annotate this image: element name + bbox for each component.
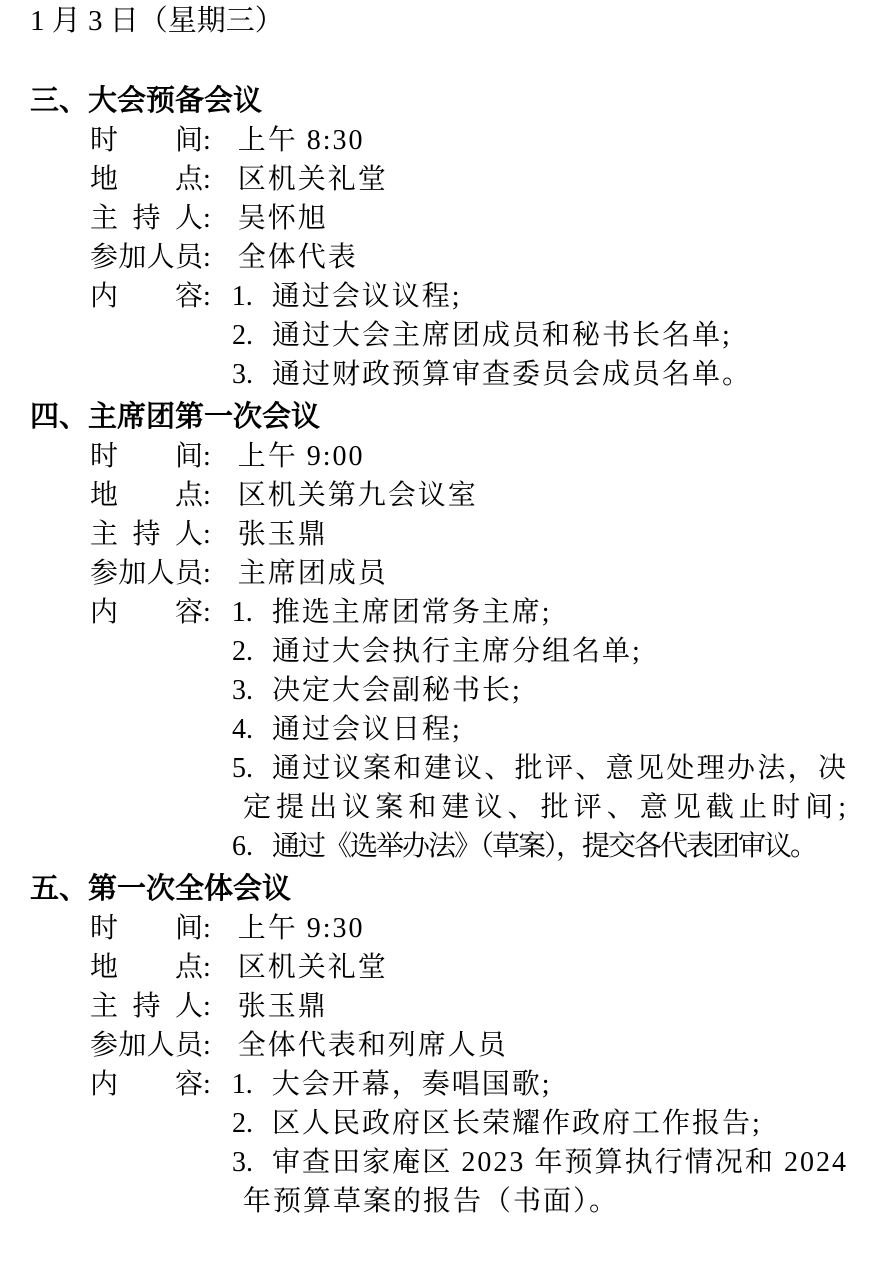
field-colon: :: [203, 125, 211, 156]
content-row: [90, 593, 850, 632]
section-title: 五、第一次全体会议: [30, 873, 292, 905]
field-colon: :: [203, 1030, 211, 1061]
field-row: [90, 121, 850, 160]
content-item-text: 决定大会副秘书长;: [272, 675, 522, 706]
field-colon: :: [203, 519, 211, 550]
content-item-text: 推选主席团常务主席;: [271, 597, 552, 628]
content-item-text: 通过会议日程;: [272, 714, 462, 745]
content-item: [232, 355, 850, 394]
content-item-number: 1.: [231, 1069, 253, 1100]
content-item-text: 通过大会主席团成员和秘书长名单;: [272, 320, 732, 351]
content-item-number: 4.: [232, 714, 253, 745]
content-item: [232, 1069, 552, 1100]
field-colon: :: [203, 597, 211, 628]
field-colon: :: [203, 164, 211, 195]
content-item: [232, 671, 850, 710]
field-colon: :: [203, 242, 211, 273]
field-colon: :: [203, 558, 211, 589]
field-colon: :: [203, 913, 211, 944]
content-item-line: 定提出议案和建议、批评、意见截止时间;: [243, 792, 848, 823]
content-row: [90, 1065, 850, 1104]
meeting-section: [30, 82, 850, 394]
content-item-number: 2.: [232, 320, 253, 351]
field-row: [90, 160, 850, 199]
section-title: 四、主席团第一次会议: [30, 401, 321, 433]
field-label: 参加人员: [90, 242, 203, 273]
sections-container: [30, 82, 850, 1221]
field-value: 张玉鼎: [237, 991, 328, 1022]
field-row: [90, 238, 850, 277]
field-row: [90, 987, 850, 1026]
content-item: [232, 749, 850, 788]
content-item: [232, 827, 850, 866]
content-item-text: 区人民政府区长荣耀作政府工作报告;: [272, 1108, 762, 1139]
field-value: 全体代表: [237, 242, 358, 273]
content-item-text: 大会开幕，奏唱国歌;: [271, 1069, 552, 1100]
content-item-number: 1.: [231, 597, 253, 628]
field-row: [90, 199, 850, 238]
content-item-line: 年预算草案的报告（书面）。: [243, 1186, 620, 1217]
field-row: [90, 437, 850, 476]
field-label: 主持人: [90, 519, 203, 550]
content-item-number: 2.: [232, 636, 253, 667]
content-item-text: 通过《选举办法》（草案），提交各代表团审议。: [272, 831, 817, 862]
field-label: 地点: [90, 480, 203, 511]
date-heading: 1 月 3 日（星期三）: [30, 5, 284, 37]
field-row: [90, 515, 850, 554]
field-value: 区机关礼堂: [237, 164, 388, 195]
field-label: 参加人员: [90, 558, 203, 589]
field-row: [90, 909, 850, 948]
content-item: [232, 597, 552, 628]
section-title: 三、大会预备会议: [30, 85, 263, 117]
field-value: 全体代表和列席人员: [237, 1030, 508, 1061]
content-item-text: 通过大会执行主席分组名单;: [272, 636, 642, 667]
content-item-number: 3.: [232, 1147, 253, 1178]
field-colon: :: [203, 441, 211, 472]
field-label: 时间: [90, 913, 203, 944]
content-item-text: 通过财政预算审查委员会成员名单。: [272, 359, 753, 390]
content-item-text: 通过会议议程;: [271, 281, 462, 312]
field-row: [90, 1026, 850, 1065]
field-label: 参加人员: [90, 1030, 203, 1061]
content-item-number: 6.: [232, 831, 253, 862]
field-row: [90, 476, 850, 515]
content-item: [232, 316, 850, 355]
meeting-section: [30, 870, 850, 1221]
content-item-text: 通过议案和建议、批评、意见处理办法，决: [272, 753, 848, 784]
field-value: 张玉鼎: [237, 519, 328, 550]
field-colon: :: [203, 1069, 211, 1100]
field-value: 吴怀旭: [237, 203, 328, 234]
content-item: [232, 632, 850, 671]
field-colon: :: [203, 991, 211, 1022]
content-item-number: 3.: [232, 675, 253, 706]
content-item: [232, 281, 462, 312]
content-row: [90, 277, 850, 316]
field-label: 时间: [90, 125, 203, 156]
field-label: 内容: [90, 1069, 203, 1100]
field-value: 上午 8:30: [237, 125, 365, 156]
field-value: 区机关第九会议室: [237, 480, 478, 511]
meeting-section: [30, 398, 850, 866]
field-label: 地点: [90, 952, 203, 983]
content-item: [232, 710, 850, 749]
field-label: 地点: [90, 164, 203, 195]
field-label: 内容: [90, 281, 203, 312]
field-row: [90, 948, 850, 987]
field-colon: :: [203, 203, 211, 234]
field-value: 区机关礼堂: [237, 952, 388, 983]
content-item: [232, 1143, 850, 1182]
field-label: 时间: [90, 441, 203, 472]
field-value: 上午 9:30: [237, 913, 365, 944]
field-label: 主持人: [90, 991, 203, 1022]
field-label: 内容: [90, 597, 203, 628]
field-row: [90, 554, 850, 593]
content-item-number: 3.: [232, 359, 253, 390]
field-value: 上午 9:00: [237, 441, 365, 472]
field-colon: :: [203, 480, 211, 511]
field-value: 主席团成员: [237, 558, 388, 589]
field-colon: :: [203, 281, 211, 312]
content-item-number: 2.: [232, 1108, 253, 1139]
field-label: 主持人: [90, 203, 203, 234]
content-item-text: 审查田家庵区 2023 年预算执行情况和 2024: [272, 1147, 848, 1178]
field-colon: :: [203, 952, 211, 983]
content-item: [232, 1104, 850, 1143]
content-item-number: 5.: [232, 753, 253, 784]
content-item-number: 1.: [231, 281, 253, 312]
